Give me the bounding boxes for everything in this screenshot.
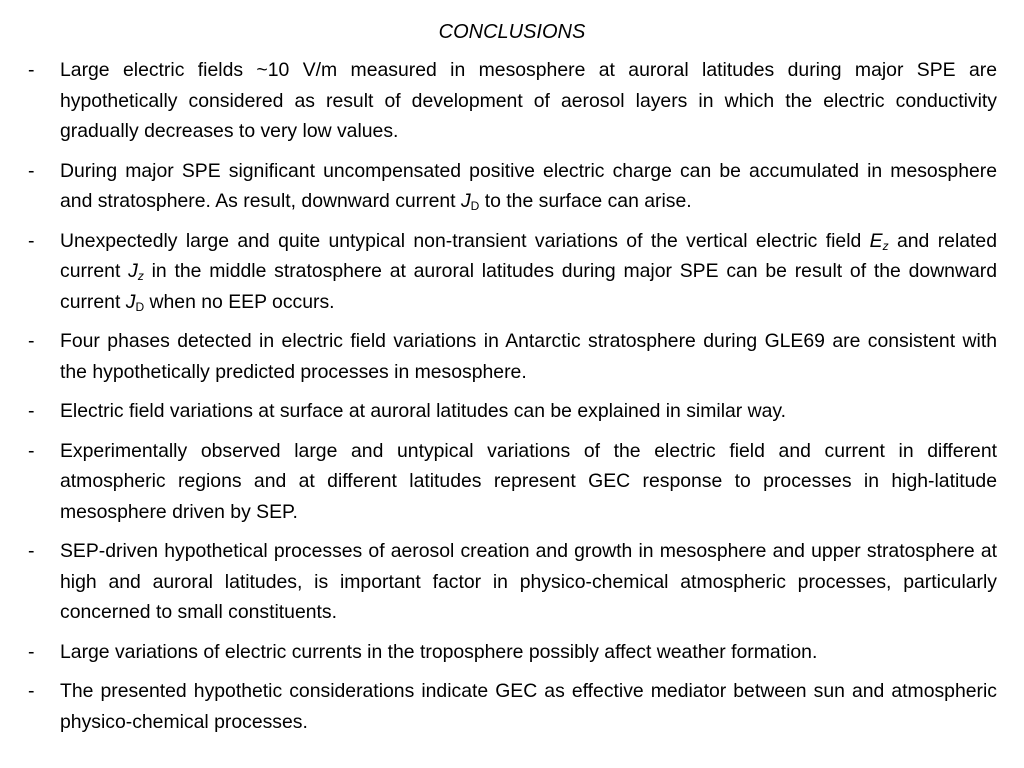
conclusion-item: [28, 156, 997, 217]
bullet-dash: -: [28, 439, 35, 462]
conclusion-text: [60, 59, 997, 142]
italic-symbol: E: [869, 229, 883, 252]
text-segment: During major SPE significant uncompensated positive electric charge can be accumulated in mesosphere and stratosphere. As result, downward current: [60, 159, 997, 212]
bullet-dash: -: [28, 59, 35, 81]
text-segment: Electric field variations at surface at auroral latitudes can be explained in similar way.: [60, 400, 787, 422]
conclusion-text: [60, 160, 997, 213]
bullet-dash: -: [28, 400, 35, 422]
text-segment: Large variations of electric currents in the troposphere possibly affect weather formation.: [60, 640, 818, 663]
text-segment: and related current: [60, 229, 997, 282]
subscript: D: [470, 199, 480, 213]
bullet-dash: -: [28, 159, 35, 182]
italic-symbol: J: [460, 190, 471, 212]
conclusion-text: [60, 230, 997, 313]
italic-symbol: J: [128, 260, 138, 282]
bullet-dash: -: [28, 330, 35, 352]
text-segment: Large electric fields ~10 V/m measured in mesosphere at auroral latitudes during major SPE are hypothetically considered as result of development of aerosol layers in which the electric conductivity gradually decreases to very low values.: [60, 59, 997, 142]
conclusions-list: [28, 55, 997, 746]
conclusion-text: [60, 400, 786, 422]
text-segment: Unexpectedly large and quite untypical non-transient variations of the vertical electric field: [60, 229, 870, 252]
text-segment: Experimentally observed large and untypical variations of the electric field and current in different atmospheric regions and at different latitudes represent GEC response to processes in high-latitude mesosphere driven by SEP.: [60, 439, 997, 523]
conclusion-item: [28, 536, 997, 628]
bullet-dash: -: [28, 640, 35, 663]
subscript: z: [137, 269, 144, 283]
subscript: D: [135, 299, 145, 314]
bullet-dash: -: [28, 680, 35, 702]
slide-title: CONCLUSIONS: [438, 21, 586, 43]
text-segment: in the middle stratosphere at auroral latitudes during major SPE can be result of the downward current: [60, 260, 997, 313]
conclusion-item: [28, 676, 997, 737]
conclusion-item: [28, 637, 997, 668]
conclusion-text: [60, 540, 997, 623]
subscript: z: [882, 238, 889, 253]
text-segment: SEP-driven hypothetical processes of aerosol creation and growth in mesosphere and upper stratosphere at high and auroral latitudes, is important factor in physico-chemical atmospheric processes, particularly concerned to small constituents.: [60, 540, 997, 623]
text-segment: when no EEP occurs.: [144, 290, 335, 313]
conclusion-item: [28, 55, 997, 147]
conclusion-text: [60, 641, 817, 663]
conclusion-text: [60, 680, 997, 733]
text-segment: to the surface can arise.: [479, 190, 692, 212]
conclusion-item: [28, 436, 997, 528]
bullet-dash: -: [28, 229, 35, 252]
conclusion-item: [28, 226, 997, 318]
conclusion-text: [60, 330, 997, 383]
conclusion-text: [60, 440, 997, 523]
text-segment: The presented hypothetic considerations indicate GEC as effective mediator between sun and atmospheric physico-chemical processes.: [60, 680, 997, 733]
text-segment: Four phases detected in electric field variations in Antarctic stratosphere during GLE69 are consistent with the hypothetically predicted processes in mesosphere.: [60, 330, 997, 383]
italic-symbol: J: [125, 290, 136, 313]
conclusion-item: [28, 396, 997, 427]
bullet-dash: -: [28, 540, 35, 562]
conclusion-item: [28, 326, 997, 387]
